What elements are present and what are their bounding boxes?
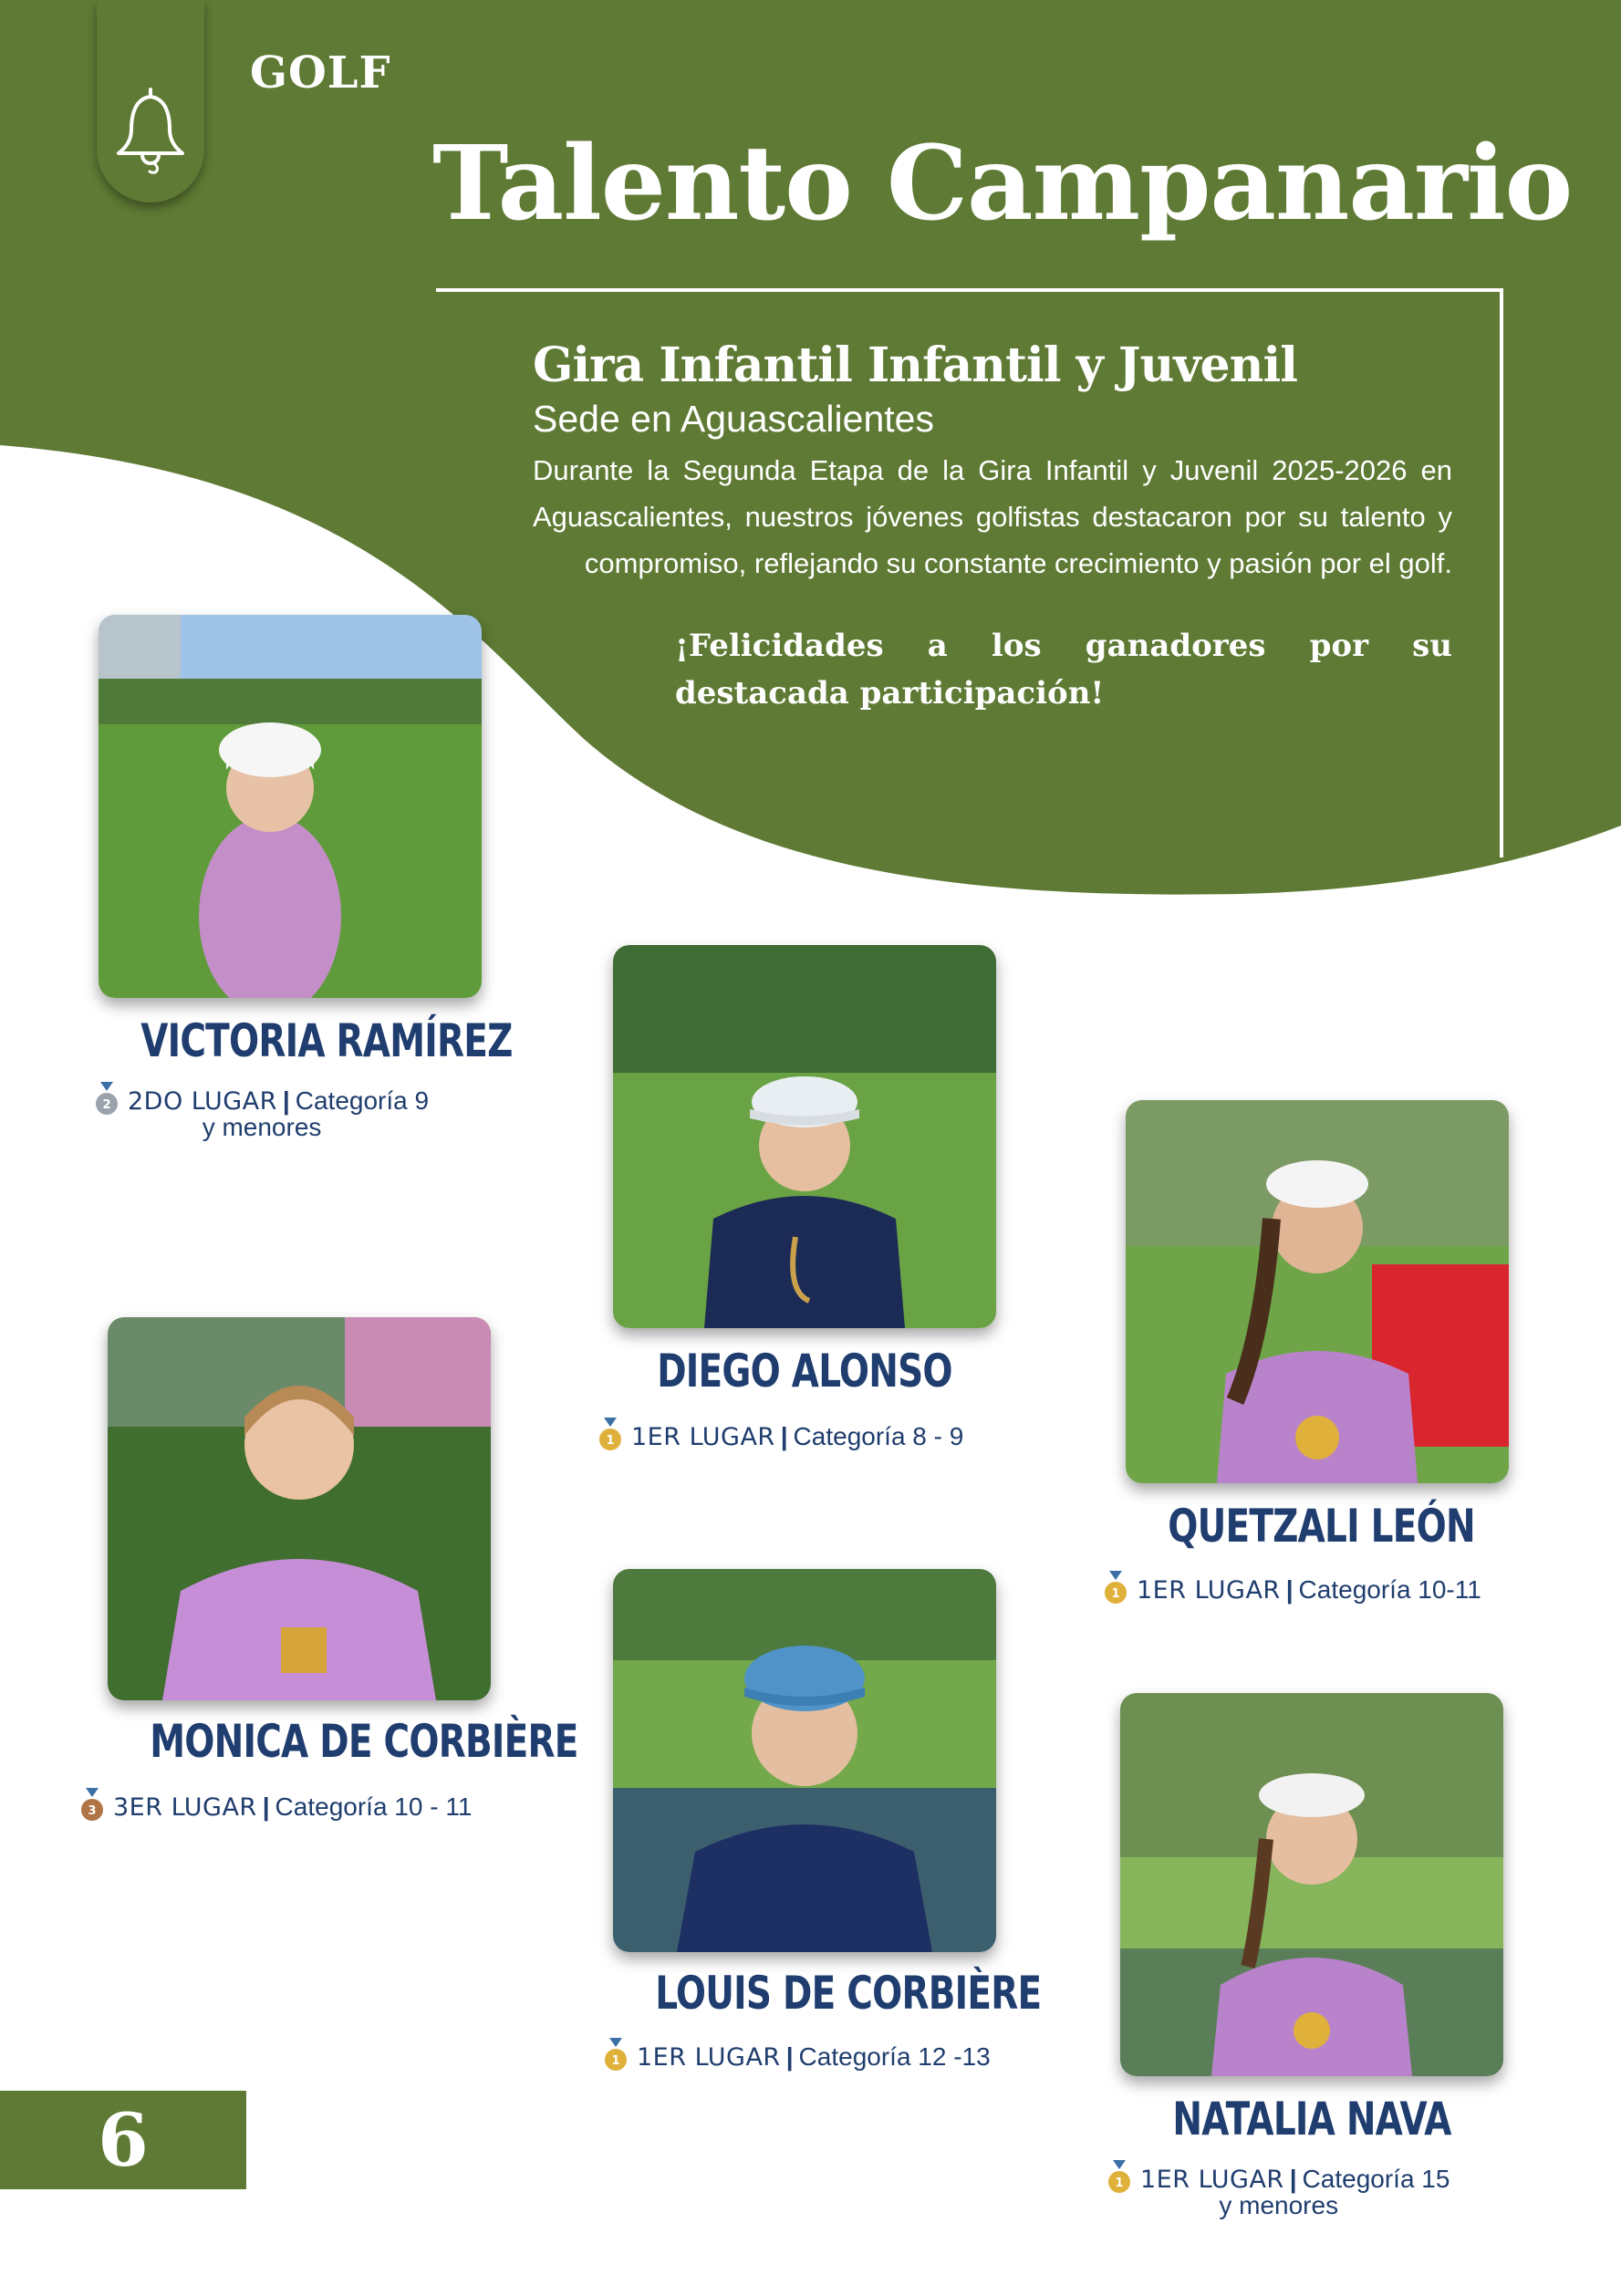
player-photo-monica-de-corbiere <box>108 1317 491 1700</box>
bronze-medal-icon <box>80 1788 104 1823</box>
title-rule <box>436 288 1503 292</box>
congratulations-text: ¡Felicidades a los ganadores por su destacada participación! <box>675 628 1452 712</box>
player-name: NATALIA NAVA <box>1172 2093 1451 2145</box>
player-name: VICTORIA RAMÍREZ <box>140 1014 513 1067</box>
bell-icon <box>113 88 188 179</box>
article-subtitle: Gira Infantil Infantil y Juvenil <box>533 338 1297 393</box>
svg-text:1: 1 <box>606 1434 615 1448</box>
player-photo-victoria-ramirez <box>99 615 482 998</box>
player-result: 1 1ER LUGAR | Categoría 8 - 9 <box>598 1418 963 1452</box>
player-result: 2 2DO LUGAR | Categoría 9 y menores <box>95 1082 429 1138</box>
gold-medal-icon <box>1107 2160 1131 2195</box>
svg-text:1: 1 <box>1115 2177 1124 2190</box>
page-title: Talento Campanario <box>432 124 1573 244</box>
player-name: MONICA DE CORBIÈRE <box>150 1715 578 1768</box>
player-photo-natalia-nava <box>1120 1693 1503 2076</box>
player-name: LOUIS DE CORBIÈRE <box>655 1967 1042 2020</box>
player-photo-diego-alonso <box>613 945 996 1328</box>
silver-medal-icon <box>95 1082 119 1117</box>
player-name: QUETZALI LEÓN <box>1168 1500 1475 1553</box>
gold-medal-icon <box>598 1418 622 1452</box>
player-photo-quetzali-leon <box>1126 1100 1509 1483</box>
player-name: DIEGO ALONSO <box>657 1345 952 1397</box>
player-result: 1 1ER LUGAR | Categoría 10-11 <box>1104 1571 1481 1605</box>
section-tab <box>97 0 204 203</box>
page-number: 6 <box>98 2097 149 2183</box>
article-venue: Sede en Aguascalientes <box>533 398 934 440</box>
svg-text:2: 2 <box>102 1098 111 1112</box>
svg-text:3: 3 <box>88 1804 97 1818</box>
gold-medal-icon <box>1104 1571 1127 1605</box>
svg-text:1: 1 <box>1111 1587 1120 1601</box>
frame-rule-right <box>1500 288 1503 857</box>
svg-text:1: 1 <box>611 2054 620 2068</box>
article-intro: Durante la Segunda Etapa de la Gira Infantil y Juvenil 2025-2026 en Aguascalientes, nuestros jóvenes golfistas destacaron por su talento y compromiso, reflejando su constante crecimiento y pasión por el golf. <box>533 454 1452 579</box>
section-label: GOLF <box>250 47 391 99</box>
player-result: 1 1ER LUGAR | Categoría 15 y menores <box>1107 2160 1450 2217</box>
player-result: 1 1ER LUGAR | Categoría 12 -13 <box>604 2038 991 2073</box>
player-photo-louis-de-corbiere <box>613 1569 996 1952</box>
gold-medal-icon <box>604 2038 628 2073</box>
player-result: 3 3ER LUGAR | Categoría 10 - 11 <box>80 1788 472 1823</box>
